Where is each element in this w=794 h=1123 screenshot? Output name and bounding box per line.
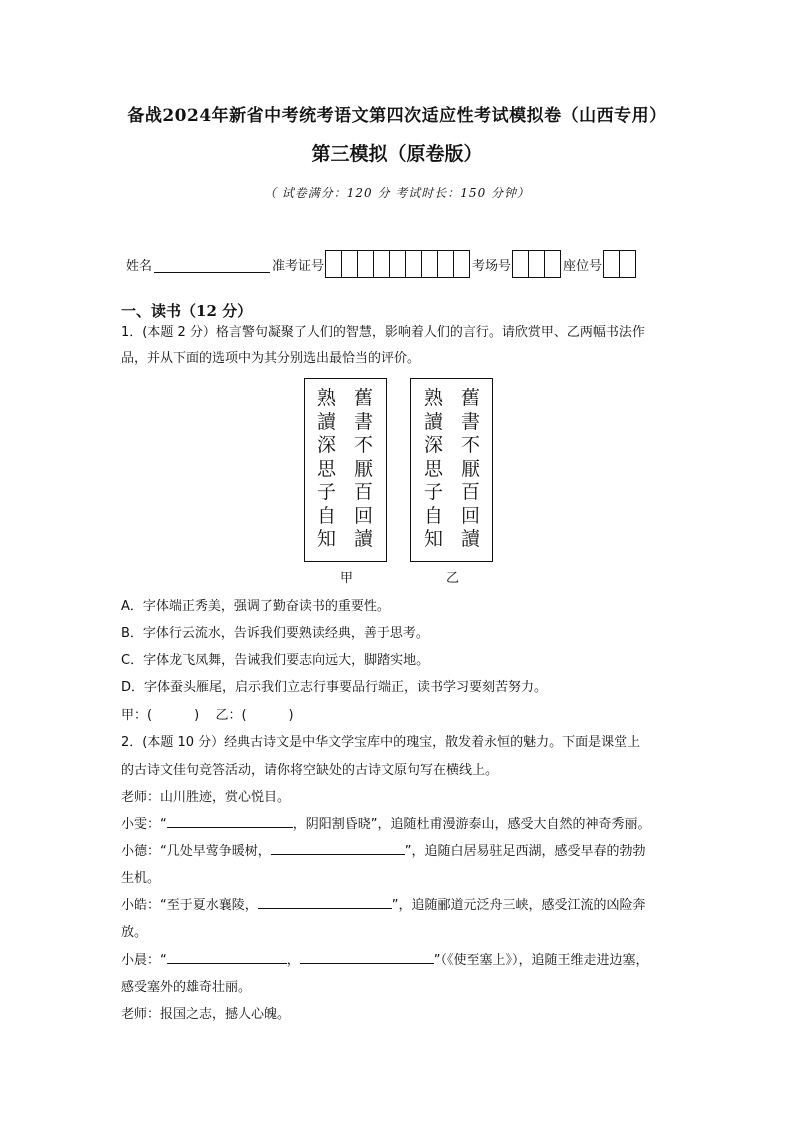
xiaohao-line2: 放。 <box>121 925 148 940</box>
exam-meta: （ 试卷满分：120 分 考试时长：150 分钟） <box>263 186 531 200</box>
answer-yi-label: 乙：( <box>215 708 247 723</box>
seat-number-label: 座位号 <box>563 258 603 274</box>
xiaochen-suffix: ”（《使至塞上》），追随王维走进边塞， <box>433 953 649 968</box>
callig-char: 子 <box>317 481 337 503</box>
callig-char: 深 <box>317 434 337 456</box>
name-field[interactable] <box>154 256 270 273</box>
q1-text-line2: 品，并从下面的选项中为其分别选出最恰当的评价。 <box>121 351 421 366</box>
digit-box[interactable] <box>437 250 454 278</box>
callig-char: 百 <box>460 481 480 503</box>
callig-char: 厭 <box>460 457 480 480</box>
xiaowen-prefix: 小雯：“ <box>121 817 167 832</box>
callig-char: 舊 <box>353 387 373 409</box>
exam-number-boxes[interactable] <box>326 250 470 278</box>
q2-text-line2: 的古诗文佳句竞答活动，请你将空缺处的古诗文原句写在横线上。 <box>121 763 499 778</box>
answer-jia-label: 甲：( <box>121 708 153 723</box>
callig-char: 熟 <box>424 387 444 409</box>
digit-box[interactable] <box>528 250 545 278</box>
calligraphy-jia-right-column <box>354 387 373 552</box>
seat-number-boxes[interactable] <box>604 250 636 278</box>
xiaode-blank[interactable] <box>271 840 405 855</box>
calligraphy-jia-caption: 甲 <box>340 571 354 586</box>
q1-text-line1: 1．(本题 2 分）格言警句凝聚了人们的智慧，影响着人们的言行。请欣赏甲、乙两幅书法作 <box>121 325 645 340</box>
xiaochen-comma: ， <box>286 953 300 968</box>
xiaowen-suffix: ，阴阳割昏晓”，追随杜甫漫游泰山，感受大自然的神奇秀丽。 <box>292 817 651 832</box>
teacher-line-1: 老师：山川胜迹，赏心悦目。 <box>121 790 291 805</box>
answer-yi-close: ) <box>288 708 294 723</box>
callig-char: 回 <box>353 504 373 527</box>
calligraphy-yi-left-column <box>424 387 443 552</box>
room-number-boxes[interactable] <box>513 250 561 278</box>
digit-box[interactable] <box>512 250 529 278</box>
digit-box[interactable] <box>421 250 438 278</box>
q2-text-line1: 2．(本题 10 分）经典古诗文是中华文学宝库中的瑰宝，散发着永恒的魅力。下面是课堂上 <box>121 735 641 750</box>
digit-box[interactable] <box>619 250 636 278</box>
xiaochen-line2: 感受塞外的雄奇壮丽。 <box>121 980 252 995</box>
callig-char: 書 <box>460 410 480 433</box>
exam-subtitle: 第三模拟（原卷版） <box>311 143 483 165</box>
xiaode-suffix: ”，追随白居易驻足西湖，感受早春的勃勃 <box>404 844 646 859</box>
xiaochen-line <box>121 949 649 968</box>
calligraphy-yi <box>410 378 493 562</box>
candidate-info-row <box>126 248 638 280</box>
callig-char: 思 <box>317 457 337 480</box>
xiaowen-line <box>121 813 651 832</box>
callig-char: 知 <box>317 528 337 550</box>
callig-char: 自 <box>317 504 337 527</box>
callig-char: 知 <box>424 528 444 550</box>
calligraphy-jia <box>304 378 387 562</box>
callig-char: 子 <box>424 481 444 503</box>
digit-box[interactable] <box>325 250 342 278</box>
xiaohao-suffix: ”，追随郦道元泛舟三峡，感受江流的凶险奔 <box>391 898 646 913</box>
callig-char: 讀 <box>460 528 480 550</box>
callig-char: 厭 <box>353 457 373 480</box>
option-c: C．字体龙飞凤舞，告诫我们要志向远大，脚踏实地。 <box>121 653 430 668</box>
xiaode-line <box>121 840 646 859</box>
callig-char: 讀 <box>353 528 373 550</box>
room-number-label: 考场号 <box>472 258 512 274</box>
xiaowen-blank[interactable] <box>167 813 293 828</box>
digit-box[interactable] <box>603 250 620 278</box>
callig-char: 不 <box>353 434 373 456</box>
option-d: D．字体蚕头雁尾，启示我们立志行事要品行端正，读书学习要刻苦努力。 <box>121 680 548 695</box>
callig-char: 百 <box>353 481 373 503</box>
teacher-line-2: 老师：报国之志，撼人心魄。 <box>121 1007 291 1022</box>
digit-box[interactable] <box>389 250 406 278</box>
callig-char: 自 <box>424 504 444 527</box>
calligraphy-yi-caption: 乙 <box>446 571 460 586</box>
callig-char: 思 <box>424 457 444 480</box>
xiaode-line2: 生机。 <box>121 871 161 886</box>
xiaohao-blank[interactable] <box>258 894 392 909</box>
digit-box[interactable] <box>544 250 561 278</box>
xiaode-prefix: 小德：“几处早莺争暖树， <box>121 844 271 859</box>
option-b: B．字体行云流水，告诉我们要熟读经典，善于思考。 <box>121 626 429 641</box>
callig-char: 不 <box>460 434 480 456</box>
xiaochen-blank-2[interactable] <box>300 949 434 964</box>
callig-char: 書 <box>353 410 373 433</box>
q1-answer-line <box>121 704 294 723</box>
callig-char: 回 <box>460 504 480 527</box>
xiaohao-prefix: 小皓：“至于夏水襄陵， <box>121 898 258 913</box>
xiaohao-line <box>121 894 646 913</box>
answer-jia-close: ) <box>194 708 200 723</box>
digit-box[interactable] <box>373 250 390 278</box>
calligraphy-yi-right-column <box>461 387 480 552</box>
callig-char: 熟 <box>317 387 337 409</box>
callig-char: 讀 <box>424 410 444 433</box>
callig-char: 舊 <box>460 387 480 409</box>
digit-box[interactable] <box>405 250 422 278</box>
exam-number-label: 准考证号 <box>272 258 325 274</box>
exam-title: 备战2024年新省中考统考语文第四次适应性考试模拟卷（山西专用） <box>127 106 667 126</box>
calligraphy-jia-left-column <box>317 387 336 552</box>
option-a: A．字体端正秀美，强调了勤奋读书的重要性。 <box>121 599 390 614</box>
name-label: 姓名 <box>126 258 153 274</box>
section-heading: 一、读书（12 分） <box>121 302 253 320</box>
digit-box[interactable] <box>357 250 374 278</box>
xiaochen-blank-1[interactable] <box>167 949 287 964</box>
callig-char: 讀 <box>317 410 337 433</box>
digit-box[interactable] <box>341 250 358 278</box>
digit-box[interactable] <box>453 250 470 278</box>
xiaochen-prefix: 小晨：“ <box>121 953 167 968</box>
callig-char: 深 <box>424 434 444 456</box>
